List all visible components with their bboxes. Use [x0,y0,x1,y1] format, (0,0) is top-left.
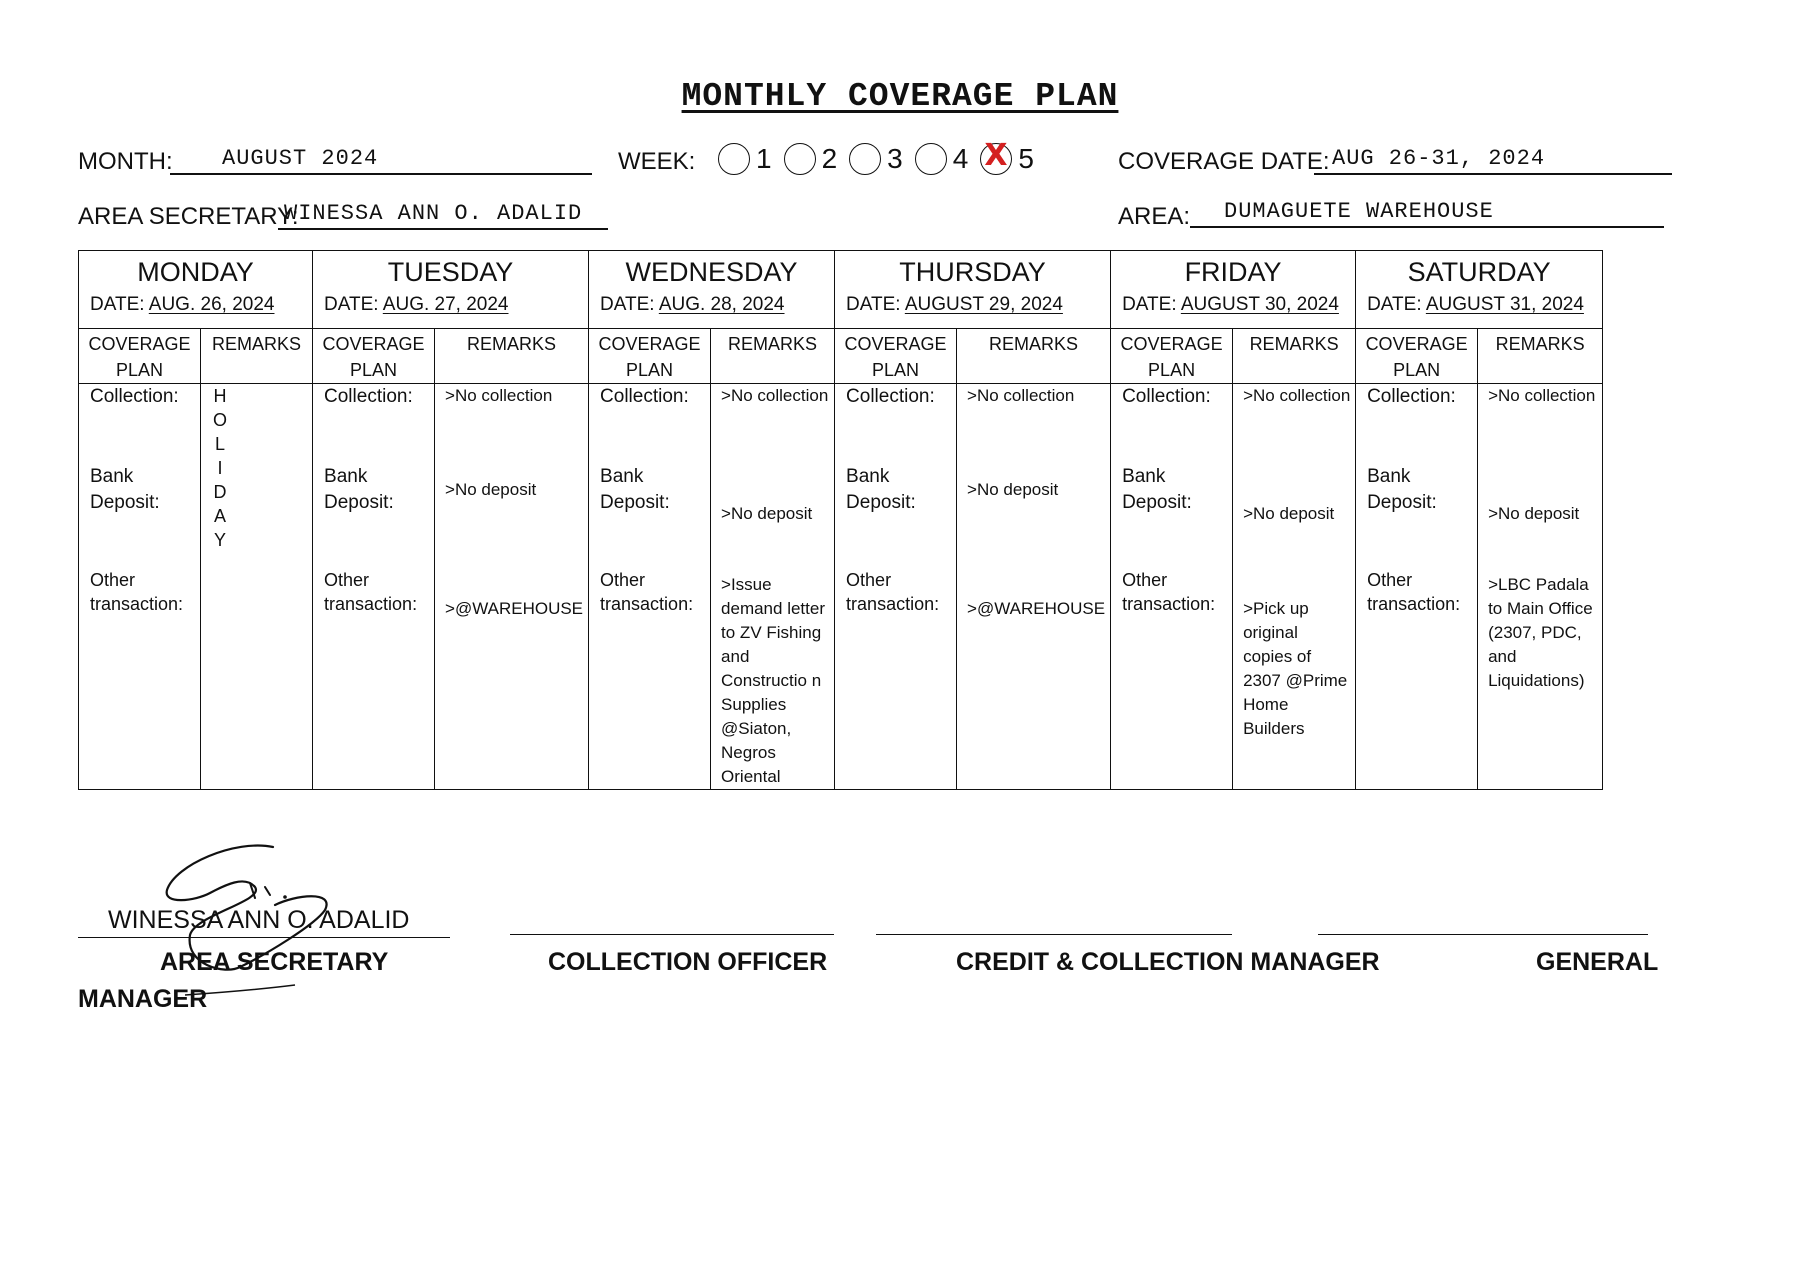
role-collection-officer: COLLECTION OFFICER [548,948,828,976]
remarks-header: REMARKS [711,329,835,384]
remarks-header: REMARKS [201,329,313,384]
remark-collection: >No collection [967,386,1075,405]
remarks-header: REMARKS [1478,329,1603,384]
remark-bank: >No deposit [1488,504,1580,523]
remarks-header: REMARKS [435,329,589,384]
remarks-cell-monday [201,384,313,790]
role-area-secretary: AREA SECRETARY [160,948,389,976]
radio-circle-icon [915,143,947,175]
remark-bank: >No deposit [967,480,1059,499]
month-field[interactable]: AUGUST 2024 [170,146,592,175]
coverage-date-label: COVERAGE DATE: [1118,148,1330,175]
coverage-cell-monday: Collection: Bank Deposit: Other transaction: [79,384,201,790]
coverage-plan-header: COVERAGE PLAN [313,329,435,384]
credit-manager-signature-line [876,934,1232,935]
coverage-cell-wednesday: Collection: Bank Deposit: Other transaction: [589,384,711,790]
week-label: WEEK: [618,148,696,175]
remarks-cell-thursday [957,384,1111,790]
collection-officer-signature-line [510,934,834,935]
day-header-friday: FRIDAY DATE: AUGUST 30, 2024 [1111,251,1356,329]
coverage-cell-thursday: Collection: Bank Deposit: Other transaction: [835,384,957,790]
document-title: MONTHLY COVERAGE PLAN [681,78,1119,115]
general-manager-signature-line [1318,934,1648,935]
x-mark-icon: X [984,138,1008,173]
day-header-monday: MONDAY DATE: AUG. 26, 2024 [79,251,313,329]
plan-body-row [79,384,1603,790]
day-header-row [79,251,1603,329]
role-manager: MANAGER [78,985,208,1013]
holiday-vertical-text: H O L I D A Y [213,386,228,550]
week-options [718,138,1046,175]
remark-other: >@WAREHOUSE [967,599,1106,618]
coverage-plan-header: COVERAGE PLAN [79,329,201,384]
week-option-4[interactable]: 4 [915,143,979,175]
week-option-3[interactable]: 3 [849,143,913,175]
remark-collection: >No collection [445,386,553,405]
remarks-header: REMARKS [957,329,1111,384]
coverage-plan-header: COVERAGE PLAN [835,329,957,384]
remarks-cell-wednesday [711,384,835,790]
week-option-1[interactable]: 1 [718,143,782,175]
coverage-plan-table [78,250,1603,790]
remark-bank: >No deposit [445,480,537,499]
radio-circle-icon [849,143,881,175]
area-field[interactable]: DUMAGUETE WAREHOUSE [1190,199,1664,228]
day-header-wednesday: WEDNESDAY DATE: AUG. 28, 2024 [589,251,835,329]
day-header-saturday: SATURDAY DATE: AUGUST 31, 2024 [1356,251,1603,329]
remark-bank: >No deposit [721,504,813,523]
remark-bank: >No deposit [1243,504,1335,523]
secretary-signature-name: WINESSA ANN O. ADALID [78,906,450,938]
remark-other: >Issue demand letter to ZV Fishing and Constructio n Supplies @Siaton, Negros Oriental [721,575,825,786]
role-general: GENERAL [1536,948,1659,976]
week-option-5[interactable]: X 5 [980,143,1044,175]
month-label: MONTH: [78,148,173,175]
remark-other: >@WAREHOUSE [445,599,584,618]
role-credit-collection-manager: CREDIT & COLLECTION MANAGER [956,948,1380,976]
remark-collection: >No collection [1488,386,1596,405]
coverage-plan-header: COVERAGE PLAN [1111,329,1233,384]
remark-other: >LBC Padala to Main Office (2307, PDC, and Liquidations) [1488,575,1593,690]
day-header-tuesday: TUESDAY DATE: AUG. 27, 2024 [313,251,589,329]
sub-header-row [79,329,1603,384]
remarks-header: REMARKS [1233,329,1356,384]
week-option-2[interactable]: 2 [784,143,848,175]
coverage-cell-tuesday: Collection: Bank Deposit: Other transaction: [313,384,435,790]
coverage-plan-header: COVERAGE PLAN [589,329,711,384]
remarks-cell-tuesday [435,384,589,790]
area-label: AREA: [1118,203,1191,230]
remark-other: >Pick up original copies of 2307 @Prime Home Builders [1243,599,1348,738]
remark-collection: >No collection [721,386,829,405]
handwritten-signature-icon [155,835,355,1015]
radio-circle-icon [718,143,750,175]
radio-circle-icon [784,143,816,175]
area-secretary-label: AREA SECRETARY: [78,203,299,230]
coverage-cell-friday: Collection: Bank Deposit: Other transaction: [1111,384,1233,790]
coverage-date-field[interactable]: AUG 26-31, 2024 [1314,146,1672,175]
coverage-plan-header: COVERAGE PLAN [1356,329,1478,384]
remarks-cell-saturday [1478,384,1603,790]
coverage-cell-saturday: Collection: Bank Deposit: Other transaction: [1356,384,1478,790]
remark-collection: >No collection [1243,386,1351,405]
remarks-cell-friday [1233,384,1356,790]
day-header-thursday: THURSDAY DATE: AUGUST 29, 2024 [835,251,1111,329]
area-secretary-field[interactable]: WINESSA ANN O. ADALID [278,201,608,230]
